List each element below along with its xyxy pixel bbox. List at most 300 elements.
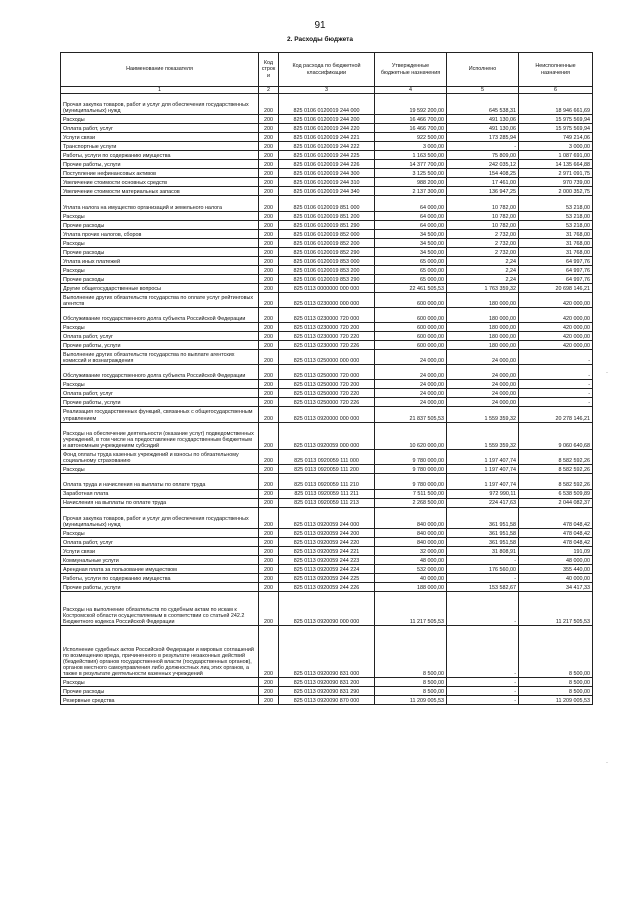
row-name: Транспортные услуги [61, 142, 259, 151]
table-row [61, 582, 593, 591]
row-executed-amount: - [447, 142, 519, 151]
row-code: 200 [259, 389, 279, 398]
row-name: Увеличение стоимости основных средств [61, 178, 259, 187]
row-executed-amount: 24 000,00 [447, 398, 519, 407]
row-code: 200 [259, 211, 279, 220]
row-code: 200 [259, 678, 279, 687]
table-row [61, 450, 593, 465]
column-number: 6 [519, 87, 593, 94]
table-row [61, 573, 593, 582]
table-row [61, 498, 593, 507]
row-name: Прочие расходы [61, 687, 259, 696]
table-row [61, 696, 593, 705]
table-row [61, 247, 593, 256]
row-approved-amount: 24 000,00 [375, 350, 447, 365]
table-row [61, 564, 593, 573]
row-approved-amount: 16 466 700,00 [375, 115, 447, 124]
table-row [61, 341, 593, 350]
column-number: 5 [447, 87, 519, 94]
row-remaining-amount: 478 048,42 [519, 528, 593, 537]
row-classification-code: 825 0113 0920059 244 226 [279, 582, 375, 591]
row-remaining-amount: 64 997,76 [519, 265, 593, 274]
row-classification-code: 825 0106 0120019 244 000 [279, 94, 375, 115]
row-code: 200 [259, 160, 279, 169]
row-executed-amount: - [447, 687, 519, 696]
row-name: Оплата работ, услуг [61, 389, 259, 398]
row-approved-amount: 2 137 300,00 [375, 187, 447, 196]
row-approved-amount: 3 000,00 [375, 142, 447, 151]
row-executed-amount: 1 197 407,74 [447, 474, 519, 489]
row-remaining-amount: 53 218,00 [519, 211, 593, 220]
row-name: Расходы [61, 238, 259, 247]
table-row [61, 555, 593, 564]
row-executed-amount: 1 197 407,74 [447, 450, 519, 465]
row-name: Расходы на выполнение обязательств по судебным актам по искам к Костромской области осуществляемым в соответствии со статьей 242.2 Бюджетного кодекса Российской Федерации [61, 591, 259, 625]
row-classification-code: 825 0113 0250000 720 226 [279, 398, 375, 407]
row-name: Расходы [61, 211, 259, 220]
row-classification-code: 825 0113 0920059 244 221 [279, 546, 375, 555]
row-remaining-amount: 15 975 569,94 [519, 124, 593, 133]
row-executed-amount: 972 990,11 [447, 489, 519, 498]
row-approved-amount: 65 000,00 [375, 265, 447, 274]
row-name: Оплата труда и начисления на выплаты по оплате труда [61, 474, 259, 489]
row-remaining-amount: 9 060 640,68 [519, 422, 593, 450]
row-code: 200 [259, 380, 279, 389]
row-classification-code: 825 0106 0120019 244 221 [279, 133, 375, 142]
row-classification-code: 825 0106 0120019 853 000 [279, 256, 375, 265]
row-classification-code: 825 0106 0120019 851 290 [279, 220, 375, 229]
row-classification-code: 825 0113 0920059 111 213 [279, 498, 375, 507]
row-classification-code: 825 0113 0920059 111 000 [279, 450, 375, 465]
row-executed-amount: 2,24 [447, 274, 519, 283]
column-number: 2 [259, 87, 279, 94]
table-row [61, 625, 593, 677]
row-approved-amount: 7 511 500,00 [375, 489, 447, 498]
table-row [61, 474, 593, 489]
row-approved-amount: 8 500,00 [375, 678, 447, 687]
row-code: 200 [259, 283, 279, 292]
row-approved-amount: 16 466 700,00 [375, 124, 447, 133]
row-classification-code: 825 0113 0230000 720 220 [279, 332, 375, 341]
row-name: Поступление нефинансовых активов [61, 169, 259, 178]
row-approved-amount: 34 500,00 [375, 247, 447, 256]
table-row [61, 398, 593, 407]
row-classification-code: 825 0113 0250000 000 000 [279, 350, 375, 365]
row-code: 200 [259, 591, 279, 625]
table-row [61, 422, 593, 450]
row-remaining-amount: 31 768,00 [519, 247, 593, 256]
row-remaining-amount: - [519, 365, 593, 380]
table-row [61, 350, 593, 365]
row-classification-code: 825 0113 0920059 000 000 [279, 422, 375, 450]
row-remaining-amount: 420 000,00 [519, 307, 593, 322]
row-remaining-amount: 11 217 505,53 [519, 591, 593, 625]
table-row [61, 528, 593, 537]
row-classification-code: 825 0106 0120019 244 222 [279, 142, 375, 151]
row-code: 200 [259, 133, 279, 142]
column-number: 4 [375, 87, 447, 94]
row-remaining-amount: 20 278 146,21 [519, 407, 593, 422]
row-approved-amount: 64 000,00 [375, 220, 447, 229]
table-row [61, 465, 593, 474]
table-row [61, 142, 593, 151]
row-approved-amount: 8 500,00 [375, 625, 447, 677]
row-executed-amount: 224 417,63 [447, 498, 519, 507]
row-executed-amount: 361 951,58 [447, 507, 519, 528]
row-code: 200 [259, 323, 279, 332]
row-remaining-amount: 478 048,42 [519, 537, 593, 546]
table-row [61, 133, 593, 142]
row-code: 200 [259, 124, 279, 133]
row-executed-amount: 242 035,12 [447, 160, 519, 169]
row-name: Расходы [61, 380, 259, 389]
row-classification-code: 825 0113 0920059 244 000 [279, 507, 375, 528]
row-name: Прочие расходы [61, 220, 259, 229]
table-row [61, 389, 593, 398]
row-executed-amount: 24 000,00 [447, 350, 519, 365]
row-name: Оплата работ, услуг [61, 124, 259, 133]
row-code: 200 [259, 537, 279, 546]
row-name: Услуги связи [61, 133, 259, 142]
row-name: Другие общегосударственные вопросы [61, 283, 259, 292]
header-classification: Код расхода по бюджетной классификации [279, 53, 375, 87]
row-code: 200 [259, 256, 279, 265]
row-approved-amount: 600 000,00 [375, 332, 447, 341]
table-row [61, 489, 593, 498]
row-name: Прочие работы, услуги [61, 582, 259, 591]
row-remaining-amount: 64 997,76 [519, 274, 593, 283]
row-code: 200 [259, 187, 279, 196]
row-classification-code: 825 0113 0920059 244 225 [279, 573, 375, 582]
margin-mark: · [606, 370, 608, 376]
row-classification-code: 825 0106 0120019 852 200 [279, 238, 375, 247]
row-code: 200 [259, 450, 279, 465]
row-name: Уплата прочих налогов, сборов [61, 229, 259, 238]
table-row [61, 365, 593, 380]
row-approved-amount: 2 268 500,00 [375, 498, 447, 507]
row-classification-code: 825 0106 0120019 244 310 [279, 178, 375, 187]
row-approved-amount: 1 163 500,00 [375, 151, 447, 160]
row-classification-code: 825 0113 0920090 831 200 [279, 678, 375, 687]
row-remaining-amount: 11 209 005,53 [519, 696, 593, 705]
table-row [61, 283, 593, 292]
row-remaining-amount: 420 000,00 [519, 292, 593, 307]
row-name: Оплата работ, услуг [61, 537, 259, 546]
row-name: Резервные средства [61, 696, 259, 705]
row-remaining-amount: - [519, 389, 593, 398]
row-executed-amount: 491 130,06 [447, 124, 519, 133]
row-remaining-amount: 420 000,00 [519, 332, 593, 341]
row-remaining-amount: 1 087 691,00 [519, 151, 593, 160]
row-remaining-amount: 478 048,42 [519, 507, 593, 528]
row-approved-amount: 24 000,00 [375, 365, 447, 380]
row-name: Оплата работ, услуг [61, 332, 259, 341]
row-name: Расходы на обеспечение деятельности (оказание услуг) подведомственных учреждений, в том числе на предоставление государственным бюджетным и автономным учреждениям субсидий [61, 422, 259, 450]
row-executed-amount: 1 197 407,74 [447, 465, 519, 474]
row-executed-amount: 361 951,58 [447, 537, 519, 546]
row-classification-code: 825 0106 0120019 853 200 [279, 265, 375, 274]
row-name: Прочая закупка товаров, работ и услуг для обеспечения государственных (муниципальных) нужд [61, 94, 259, 115]
row-executed-amount: 180 000,00 [447, 323, 519, 332]
row-code: 200 [259, 498, 279, 507]
table-row [61, 151, 593, 160]
row-classification-code: 825 0106 0120019 852 290 [279, 247, 375, 256]
row-approved-amount: 988 200,00 [375, 178, 447, 187]
row-name: Арендная плата за пользование имуществом [61, 564, 259, 573]
table-row [61, 332, 593, 341]
row-executed-amount: 180 000,00 [447, 332, 519, 341]
table-row [61, 220, 593, 229]
row-approved-amount: 600 000,00 [375, 307, 447, 322]
row-remaining-amount: 420 000,00 [519, 341, 593, 350]
row-remaining-amount: 2 000 352,75 [519, 187, 593, 196]
row-code: 200 [259, 220, 279, 229]
row-executed-amount: 24 000,00 [447, 380, 519, 389]
row-classification-code: 825 0113 0920090 000 000 [279, 591, 375, 625]
row-executed-amount: - [447, 678, 519, 687]
row-executed-amount: 1 559 359,32 [447, 422, 519, 450]
row-executed-amount: 10 782,00 [447, 211, 519, 220]
row-code: 200 [259, 247, 279, 256]
row-remaining-amount: 8 500,00 [519, 687, 593, 696]
row-executed-amount: 180 000,00 [447, 307, 519, 322]
row-code: 200 [259, 528, 279, 537]
row-code: 200 [259, 151, 279, 160]
row-classification-code: 825 0106 0120019 244 200 [279, 115, 375, 124]
table-row [61, 94, 593, 115]
row-executed-amount: 2 732,00 [447, 238, 519, 247]
row-approved-amount: 34 500,00 [375, 229, 447, 238]
row-remaining-amount: 15 975 569,94 [519, 115, 593, 124]
row-name: Исполнение судебных актов Российской Федерации и мировых соглашений по возмещению вреда, причиненного в результате незаконных действий (бездействия) органов государственной власти (государственных органов), органов местного самоуправления либо должностных лиц этих органов, а также в результате деятельности казенных учреждений [61, 625, 259, 677]
row-executed-amount: 2,24 [447, 265, 519, 274]
table-row [61, 211, 593, 220]
expenses-table [60, 52, 593, 705]
row-remaining-amount: 64 997,76 [519, 256, 593, 265]
table-row [61, 323, 593, 332]
row-code: 200 [259, 365, 279, 380]
header-row-code: Код строк и [259, 53, 279, 87]
row-name: Уплата налога на имущество организаций и земельного налога [61, 196, 259, 211]
table-row [61, 678, 593, 687]
row-remaining-amount: 2 044 082,37 [519, 498, 593, 507]
row-remaining-amount: 2 971 091,75 [519, 169, 593, 178]
row-remaining-amount: 20 698 146,21 [519, 283, 593, 292]
row-executed-amount: 361 951,58 [447, 528, 519, 537]
row-name: Заработная плата [61, 489, 259, 498]
row-executed-amount: - [447, 573, 519, 582]
row-approved-amount: 922 500,00 [375, 133, 447, 142]
row-executed-amount: 24 000,00 [447, 365, 519, 380]
row-name: Увеличение стоимости материальных запасов [61, 187, 259, 196]
row-executed-amount: 75 809,00 [447, 151, 519, 160]
row-approved-amount: 9 780 000,00 [375, 474, 447, 489]
row-classification-code: 825 0113 0920090 831 290 [279, 687, 375, 696]
row-approved-amount: 64 000,00 [375, 196, 447, 211]
row-approved-amount: 11 217 505,53 [375, 591, 447, 625]
row-approved-amount: 10 620 000,00 [375, 422, 447, 450]
row-code: 200 [259, 115, 279, 124]
row-approved-amount: 9 780 000,00 [375, 465, 447, 474]
row-code: 200 [259, 489, 279, 498]
row-approved-amount: 65 000,00 [375, 256, 447, 265]
row-code: 200 [259, 307, 279, 322]
row-executed-amount: 1 559 359,32 [447, 407, 519, 422]
row-executed-amount: 1 763 359,32 [447, 283, 519, 292]
row-name: Услуги связи [61, 546, 259, 555]
row-approved-amount: 21 837 505,53 [375, 407, 447, 422]
row-executed-amount: 2 732,00 [447, 247, 519, 256]
row-executed-amount: 31 808,91 [447, 546, 519, 555]
row-approved-amount: 64 000,00 [375, 211, 447, 220]
row-approved-amount: 840 000,00 [375, 537, 447, 546]
row-executed-amount: 2,24 [447, 256, 519, 265]
row-name: Выполнение других обязательств государства по оплате услуг рейтинговых агентств [61, 292, 259, 307]
table-row [61, 124, 593, 133]
row-remaining-amount: 970 739,00 [519, 178, 593, 187]
row-approved-amount: 8 500,00 [375, 687, 447, 696]
table-row [61, 546, 593, 555]
row-remaining-amount: 3 000,00 [519, 142, 593, 151]
row-code: 200 [259, 407, 279, 422]
table-row [61, 160, 593, 169]
row-classification-code: 825 0113 0920090 831 000 [279, 625, 375, 677]
row-executed-amount: 154 408,25 [447, 169, 519, 178]
column-number: 3 [279, 87, 375, 94]
row-code: 200 [259, 274, 279, 283]
row-code: 200 [259, 332, 279, 341]
row-approved-amount: 32 000,00 [375, 546, 447, 555]
row-classification-code: 825 0113 0920059 244 224 [279, 564, 375, 573]
row-classification-code: 825 0106 0120019 244 225 [279, 151, 375, 160]
row-remaining-amount: - [519, 398, 593, 407]
row-code: 200 [259, 696, 279, 705]
header-executed: Исполнено [447, 53, 519, 87]
row-code: 200 [259, 573, 279, 582]
row-executed-amount: - [447, 625, 519, 677]
row-executed-amount: 10 782,00 [447, 196, 519, 211]
table-row [61, 507, 593, 528]
table-row [61, 187, 593, 196]
table-row [61, 407, 593, 422]
row-classification-code: 825 0106 0120019 851 000 [279, 196, 375, 211]
table-row [61, 380, 593, 389]
row-name: Расходы [61, 465, 259, 474]
page-number: 91 [314, 20, 326, 31]
row-approved-amount: 600 000,00 [375, 341, 447, 350]
row-remaining-amount: 40 000,00 [519, 573, 593, 582]
row-code: 200 [259, 555, 279, 564]
row-name: Прочая закупка товаров, работ и услуг для обеспечения государственных (муниципальных) нужд [61, 507, 259, 528]
row-code: 200 [259, 564, 279, 573]
row-remaining-amount: 31 768,00 [519, 229, 593, 238]
row-classification-code: 825 0113 0920059 244 223 [279, 555, 375, 564]
row-classification-code: 825 0113 0230000 000 000 [279, 292, 375, 307]
table-row [61, 265, 593, 274]
row-name: Обслуживание государственного долга субъекта Российской Федерации [61, 365, 259, 380]
table-row [61, 238, 593, 247]
row-executed-amount: 491 130,06 [447, 115, 519, 124]
row-name: Расходы [61, 115, 259, 124]
row-approved-amount: 600 000,00 [375, 292, 447, 307]
row-name: Прочие работы, услуги [61, 398, 259, 407]
row-code: 200 [259, 178, 279, 187]
row-name: Фонд оплаты труда казенных учреждений и взносы по обязательному социальному страхованию [61, 450, 259, 465]
row-classification-code: 825 0113 0000000 000 000 [279, 283, 375, 292]
row-approved-amount: 188 000,00 [375, 582, 447, 591]
row-code: 200 [259, 687, 279, 696]
row-classification-code: 825 0113 0920000 000 000 [279, 407, 375, 422]
row-remaining-amount: 34 417,33 [519, 582, 593, 591]
row-code: 200 [259, 422, 279, 450]
row-approved-amount: 24 000,00 [375, 398, 447, 407]
row-approved-amount: 14 377 700,00 [375, 160, 447, 169]
row-name: Реализация государственных функций, связанных с общегосударственным управлением [61, 407, 259, 422]
row-name: Обслуживание государственного долга субъекта Российской Федерации [61, 307, 259, 322]
row-approved-amount: 65 000,00 [375, 274, 447, 283]
row-executed-amount: - [447, 591, 519, 625]
row-code: 200 [259, 350, 279, 365]
row-classification-code: 825 0113 0920059 111 200 [279, 465, 375, 474]
table-row [61, 196, 593, 211]
table-row [61, 307, 593, 322]
row-name: Расходы [61, 528, 259, 537]
row-classification-code: 825 0113 0250000 720 220 [279, 389, 375, 398]
row-name: Прочие расходы [61, 247, 259, 256]
row-code: 200 [259, 625, 279, 677]
row-name: Работы, услуги по содержанию имущества [61, 151, 259, 160]
row-code: 200 [259, 507, 279, 528]
row-executed-amount: 10 782,00 [447, 220, 519, 229]
row-approved-amount: 24 000,00 [375, 389, 447, 398]
row-executed-amount: 180 000,00 [447, 292, 519, 307]
row-classification-code: 825 0106 0120019 244 340 [279, 187, 375, 196]
row-classification-code: 825 0106 0120019 244 300 [279, 169, 375, 178]
row-remaining-amount: 420 000,00 [519, 323, 593, 332]
row-code: 200 [259, 229, 279, 238]
row-classification-code: 825 0106 0120019 244 226 [279, 160, 375, 169]
table-row [61, 292, 593, 307]
row-executed-amount: 180 000,00 [447, 341, 519, 350]
table-body [61, 94, 593, 705]
row-remaining-amount: 8 582 592,26 [519, 465, 593, 474]
row-classification-code: 825 0106 0120019 852 000 [279, 229, 375, 238]
row-executed-amount: 136 947,25 [447, 187, 519, 196]
row-remaining-amount: 6 538 509,89 [519, 489, 593, 498]
row-classification-code: 825 0113 0920059 244 220 [279, 537, 375, 546]
row-name: Коммунальные услуги [61, 555, 259, 564]
row-approved-amount: 34 500,00 [375, 238, 447, 247]
row-classification-code: 825 0113 0230000 720 200 [279, 323, 375, 332]
row-name: Выполнение других обязательств государства по выплате агентских комиссий и вознаграждения [61, 350, 259, 365]
table-row [61, 537, 593, 546]
row-name: Расходы [61, 265, 259, 274]
table-row [61, 687, 593, 696]
row-classification-code: 825 0113 0250000 720 200 [279, 380, 375, 389]
row-executed-amount: 153 582,67 [447, 582, 519, 591]
row-executed-amount: 173 285,94 [447, 133, 519, 142]
row-code: 200 [259, 94, 279, 115]
row-remaining-amount: 18 946 661,69 [519, 94, 593, 115]
row-classification-code: 825 0106 0120019 851 200 [279, 211, 375, 220]
row-remaining-amount: 8 500,00 [519, 625, 593, 677]
row-code: 200 [259, 238, 279, 247]
table-row [61, 178, 593, 187]
row-code: 200 [259, 398, 279, 407]
row-remaining-amount: 14 135 664,88 [519, 160, 593, 169]
row-approved-amount: 532 000,00 [375, 564, 447, 573]
row-executed-amount: 24 000,00 [447, 389, 519, 398]
